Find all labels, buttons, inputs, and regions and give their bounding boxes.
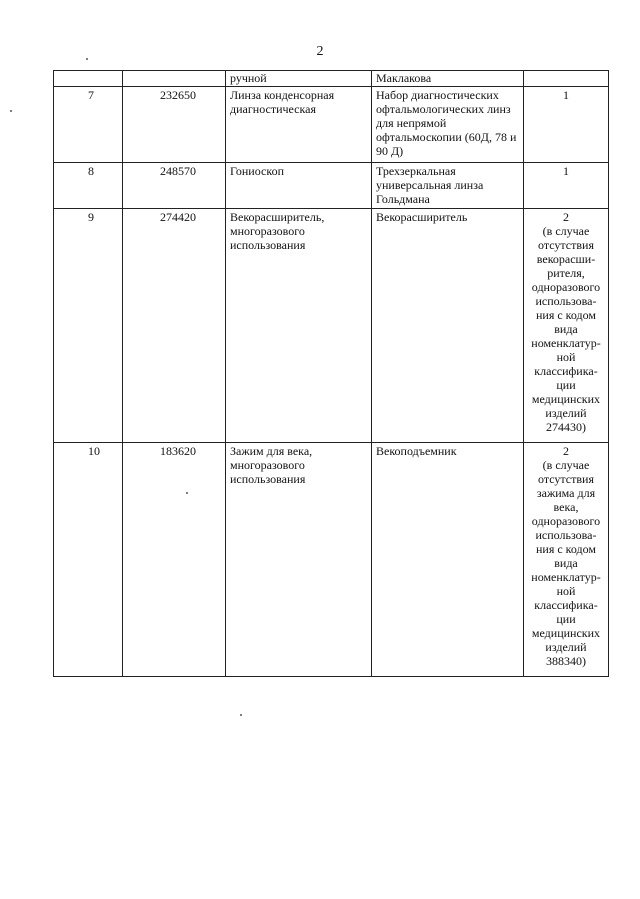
quantity-line: отсутствия <box>538 472 594 486</box>
scan-speck <box>240 714 242 716</box>
cell-alternative: Трехзеркальная универсальная линза Гольдмана <box>372 163 524 209</box>
cell-number: 9 <box>54 209 123 443</box>
cell-alternative: Векорасширитель <box>372 209 524 443</box>
table-row <box>54 87 609 163</box>
cell-alternative: Векоподъемник <box>372 443 524 677</box>
cell-quantity <box>524 87 609 163</box>
cell-name: Гониоскоп <box>226 163 372 209</box>
cell-code: 232650 <box>123 87 226 163</box>
quantity-line: 1 <box>563 88 569 102</box>
cell-alternative: Маклакова <box>372 71 524 87</box>
cell-alternative: Набор диагностических офтальмологических линз для непрямой офтальмоскопии (60Д, 78 и 90 Д) <box>372 87 524 163</box>
quantity-line: медицинских <box>531 626 601 640</box>
quantity-line: 1 <box>563 164 569 178</box>
cell-name: Зажим для века, многоразового использования <box>226 443 372 677</box>
cell-name: ручной <box>226 71 372 87</box>
quantity-line: классифика- <box>534 364 598 378</box>
quantity-line: изделий <box>545 406 587 420</box>
quantity-line: (в случае <box>542 224 590 238</box>
quantity-line: ной <box>556 584 576 598</box>
cell-name: Линза конденсорная диагностическая <box>226 87 372 163</box>
cell-name: Векорасширитель, многоразового использования <box>226 209 372 443</box>
quantity-line: 388340) <box>546 654 586 668</box>
cell-number: 10 <box>54 443 123 677</box>
quantity-line: векорасши- <box>536 252 596 266</box>
quantity-line: 2 <box>563 210 569 224</box>
cell-code: 248570 <box>123 163 226 209</box>
quantity-line: вида <box>554 322 578 336</box>
table-row <box>54 163 609 209</box>
quantity-line: рителя, <box>547 266 585 280</box>
quantity-line: одноразового <box>531 514 601 528</box>
scan-speck <box>186 492 188 494</box>
page-number: 2 <box>316 44 324 59</box>
table-row <box>54 71 609 87</box>
cell-code <box>123 71 226 87</box>
quantity-line: (в случае <box>542 458 590 472</box>
quantity-line: изделий <box>545 640 587 654</box>
quantity-line: использова- <box>535 294 597 308</box>
cell-code: 183620 <box>123 443 226 677</box>
quantity-line: 2 <box>563 444 569 458</box>
scan-speck <box>10 110 12 112</box>
cell-number: 7 <box>54 87 123 163</box>
quantity-line: ной <box>556 350 576 364</box>
scan-speck <box>86 58 88 60</box>
quantity-line: века, <box>553 500 579 514</box>
quantity-line: ции <box>556 612 576 626</box>
quantity-line: отсутствия <box>538 238 594 252</box>
quantity-line: использова- <box>535 528 597 542</box>
quantity-line: ции <box>556 378 576 392</box>
quantity-line: классифика- <box>534 598 598 612</box>
cell-code: 274420 <box>123 209 226 443</box>
quantity-line: медицинских <box>531 392 601 406</box>
quantity-line: зажима для <box>536 486 596 500</box>
quantity-line: ния с кодом <box>535 308 597 322</box>
equipment-table <box>53 70 609 677</box>
table-row <box>54 209 609 443</box>
table-row <box>54 443 609 677</box>
cell-number <box>54 71 123 87</box>
cell-number: 8 <box>54 163 123 209</box>
quantity-line: одноразового <box>531 280 601 294</box>
cell-quantity <box>524 71 609 87</box>
cell-quantity <box>524 209 609 443</box>
quantity-line: ния с кодом <box>535 542 597 556</box>
cell-quantity <box>524 163 609 209</box>
quantity-line: номенклатур- <box>531 336 601 350</box>
quantity-line: номенклатур- <box>531 570 601 584</box>
cell-quantity <box>524 443 609 677</box>
quantity-line: 274430) <box>546 420 586 434</box>
quantity-line: вида <box>554 556 578 570</box>
